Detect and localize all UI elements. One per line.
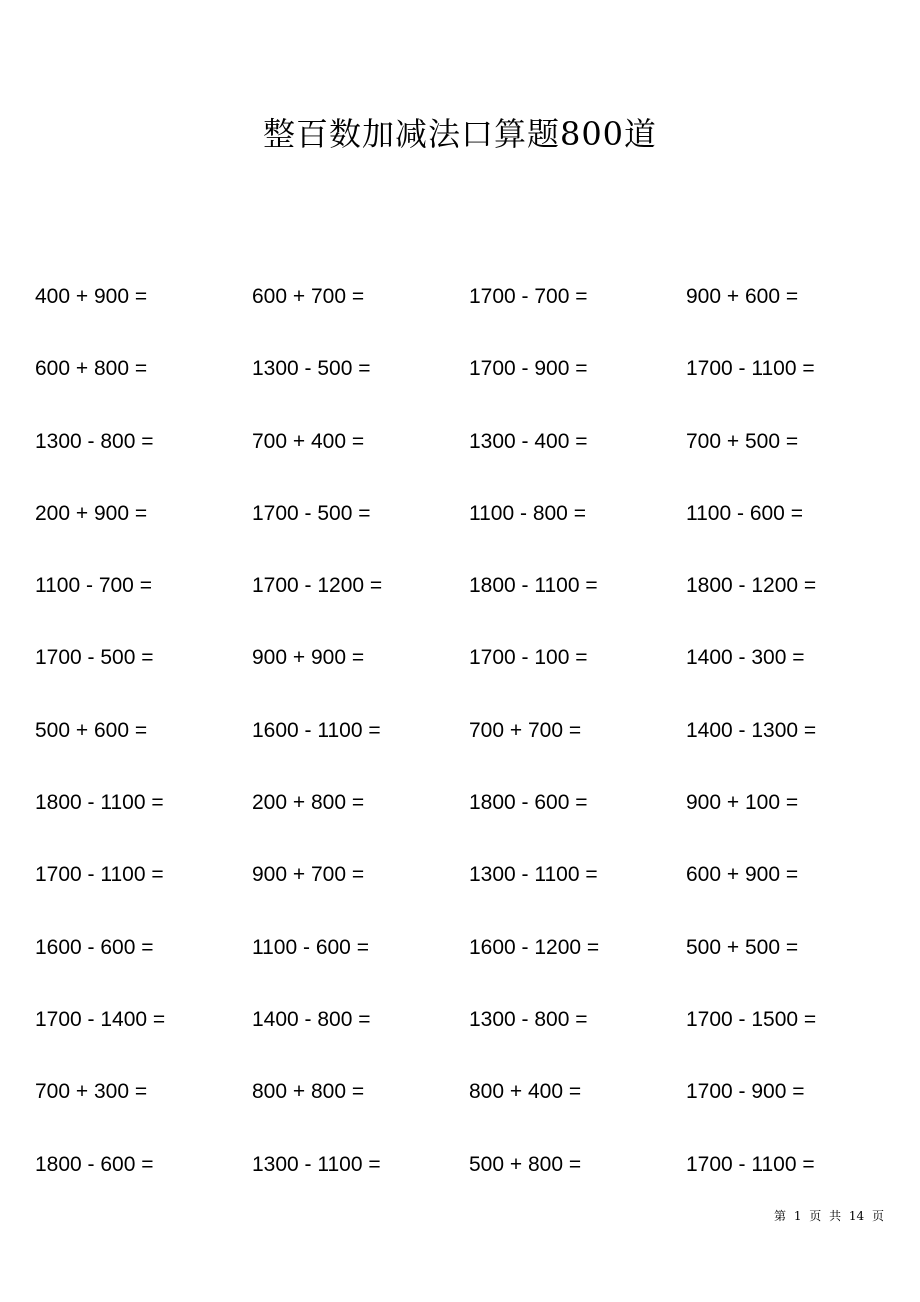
problem-item: 500 + 500 = <box>686 935 799 959</box>
problem-item: 1300 - 800 = <box>35 429 154 453</box>
problem-item: 1400 - 800 = <box>252 1007 371 1031</box>
problem-item: 1700 - 100 = <box>469 646 588 670</box>
problem-item: 700 + 500 = <box>686 429 799 453</box>
problem-item: 1100 - 600 = <box>686 501 803 525</box>
problem-item: 1700 - 1100 = <box>35 863 164 887</box>
problem-row <box>35 929 903 1001</box>
problem-row <box>35 784 903 856</box>
page-title: 整百数加减法口算题800道 <box>262 115 658 153</box>
problem-row <box>35 1073 903 1145</box>
page-number-footer: 第 1 页 共 14 页 <box>774 1209 884 1223</box>
problem-row <box>35 1001 903 1073</box>
problem-item: 700 + 700 = <box>469 718 582 742</box>
problem-item: 1100 - 800 = <box>469 501 586 525</box>
problem-item: 1600 - 1100 = <box>252 718 381 742</box>
problem-item: 600 + 800 = <box>35 357 148 381</box>
problem-item: 1300 - 1100 = <box>252 1152 381 1176</box>
problem-item: 500 + 600 = <box>35 718 148 742</box>
problem-item: 900 + 600 = <box>686 285 799 308</box>
problem-item: 1700 - 1100 = <box>686 1152 815 1176</box>
problem-item: 1700 - 900 = <box>469 357 588 381</box>
problem-item: 700 + 400 = <box>252 429 365 453</box>
problem-item: 900 + 900 = <box>252 646 365 670</box>
problem-item: 1100 - 700 = <box>35 574 152 598</box>
problem-item: 900 + 100 = <box>686 791 799 815</box>
problem-item: 1300 - 800 = <box>469 1007 588 1031</box>
problem-item: 1400 - 1300 = <box>686 718 817 742</box>
problem-item: 1800 - 1100 = <box>35 791 164 815</box>
problem-item: 1400 - 300 = <box>686 646 805 670</box>
problem-item: 1300 - 400 = <box>469 429 588 453</box>
problem-row <box>35 278 903 350</box>
problem-item: 1300 - 1100 = <box>469 863 598 887</box>
problem-row <box>35 350 903 422</box>
problem-item: 1800 - 600 = <box>469 791 588 815</box>
problem-item: 1700 - 1500 = <box>686 1007 817 1031</box>
problem-row <box>35 639 903 711</box>
problem-item: 1700 - 500 = <box>35 646 154 670</box>
problem-item: 600 + 900 = <box>686 863 799 887</box>
problem-item: 500 + 800 = <box>469 1152 582 1176</box>
problem-item: 1800 - 600 = <box>35 1152 154 1176</box>
problem-row <box>35 567 903 639</box>
problem-item: 600 + 700 = <box>252 285 365 308</box>
problem-item: 1700 - 900 = <box>686 1080 805 1104</box>
problem-row <box>35 495 903 567</box>
problem-item: 1100 - 600 = <box>252 935 369 959</box>
problem-item: 1700 - 700 = <box>469 285 588 308</box>
problem-item: 1300 - 500 = <box>252 357 371 381</box>
problem-item: 200 + 900 = <box>35 501 148 525</box>
problem-item: 1800 - 1200 = <box>686 574 817 598</box>
problem-item: 900 + 700 = <box>252 863 365 887</box>
problem-item: 1600 - 600 = <box>35 935 154 959</box>
problem-item: 1700 - 1200 = <box>252 574 383 598</box>
problem-row <box>35 856 903 928</box>
problem-item: 1600 - 1200 = <box>469 935 600 959</box>
problem-item: 800 + 800 = <box>252 1080 365 1104</box>
problem-item: 1800 - 1100 = <box>469 574 598 598</box>
problem-row <box>35 1146 903 1218</box>
problem-item: 700 + 300 = <box>35 1080 148 1104</box>
problem-grid <box>35 278 903 1218</box>
problem-row <box>35 712 903 784</box>
problem-item: 200 + 800 = <box>252 791 365 815</box>
problem-item: 1700 - 1100 = <box>686 357 815 381</box>
problem-item: 400 + 900 = <box>35 285 148 308</box>
problem-item: 1700 - 1400 = <box>35 1007 166 1031</box>
problem-row <box>35 423 903 495</box>
problem-item: 1700 - 500 = <box>252 501 371 525</box>
problem-item: 800 + 400 = <box>469 1080 582 1104</box>
